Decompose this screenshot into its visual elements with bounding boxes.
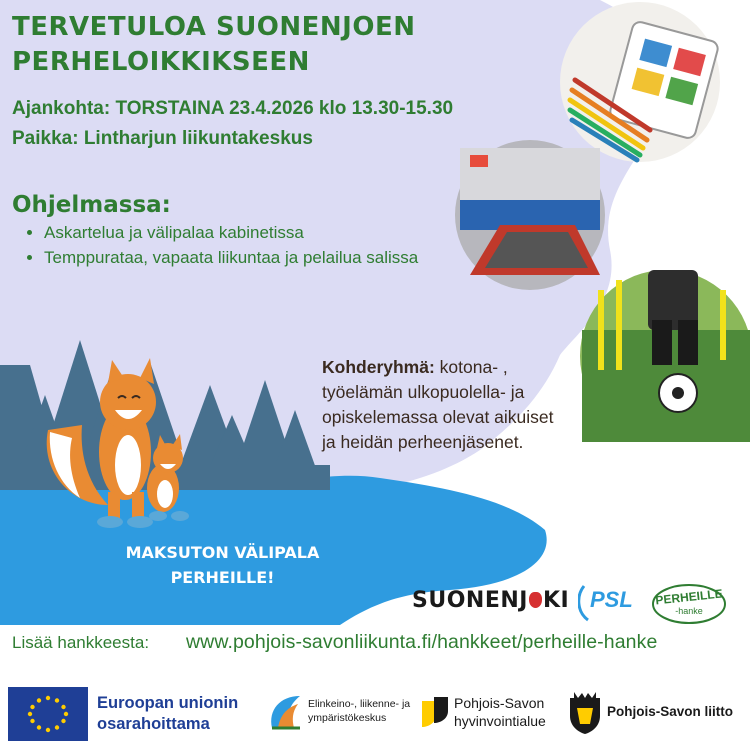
event-time <box>12 98 453 120</box>
target-group-text: kotona- , työelämän ulkopuolella- ja opiskelemassa olevat aikuiset ja heidän perheenjäsenet. <box>322 357 554 452</box>
free-snack-note <box>100 540 345 590</box>
photo-art-supplies <box>560 2 720 162</box>
target-group <box>322 355 562 455</box>
wellbeing-region-logo-icon <box>420 695 450 729</box>
program-item: • Temppurataa, vapaata liikuntaa ja pelailua salissa <box>44 245 424 270</box>
ely-logo-icon <box>268 692 304 732</box>
title-line-1: TERVETULOA SUONENJOEN <box>12 12 416 42</box>
suonenjoki-logo: SUONENJ KI <box>412 588 570 613</box>
program-heading: Ohjelmassa: <box>12 192 171 218</box>
event-time-label: Ajankohta: <box>12 98 111 119</box>
event-place-label: Paikka: <box>12 128 79 149</box>
perheille-hanke-logo: PERHEILLE -hanke <box>652 584 726 624</box>
eu-flag-icon <box>8 687 88 741</box>
wellbeing-region-text: Pohjois-Savon hyvinvointialue <box>454 695 546 729</box>
photo-football <box>580 270 750 442</box>
more-info-url[interactable]: www.pohjois-savonliikunta.fi/hankkeet/perheille-hanke <box>186 631 658 653</box>
snack-line-1: MAKSUTON VÄLIPALA <box>125 543 320 562</box>
event-place-value: Lintharjun liikuntakeskus <box>83 128 313 149</box>
page-title <box>12 10 452 80</box>
program-list <box>12 220 424 270</box>
eu-funding-text: Euroopan unionin osarahoittama <box>97 694 239 733</box>
regional-council-text: Pohjois-Savon liitto <box>607 704 734 719</box>
psl-logo: PSL <box>578 582 636 622</box>
ely-centre-text: Elinkeino-, liikenne- ja ympäristökeskus <box>308 698 411 724</box>
strawberry-icon <box>529 592 542 608</box>
program-item: • Askartelua ja välipalaa kabinetissa <box>44 220 424 245</box>
snack-line-2: PERHEILLE! <box>170 568 275 587</box>
event-time-value: TORSTAINA 23.4.2026 klo 13.30-15.30 <box>115 98 454 119</box>
regional-council-crest-icon <box>568 690 602 734</box>
event-place <box>12 128 313 150</box>
photo-gym <box>455 140 605 290</box>
more-info-label: Lisää hankkeesta: <box>12 633 150 652</box>
title-line-2: PERHELOIKKIKSEEN <box>12 47 310 77</box>
target-group-label: Kohderyhmä: <box>322 357 435 377</box>
